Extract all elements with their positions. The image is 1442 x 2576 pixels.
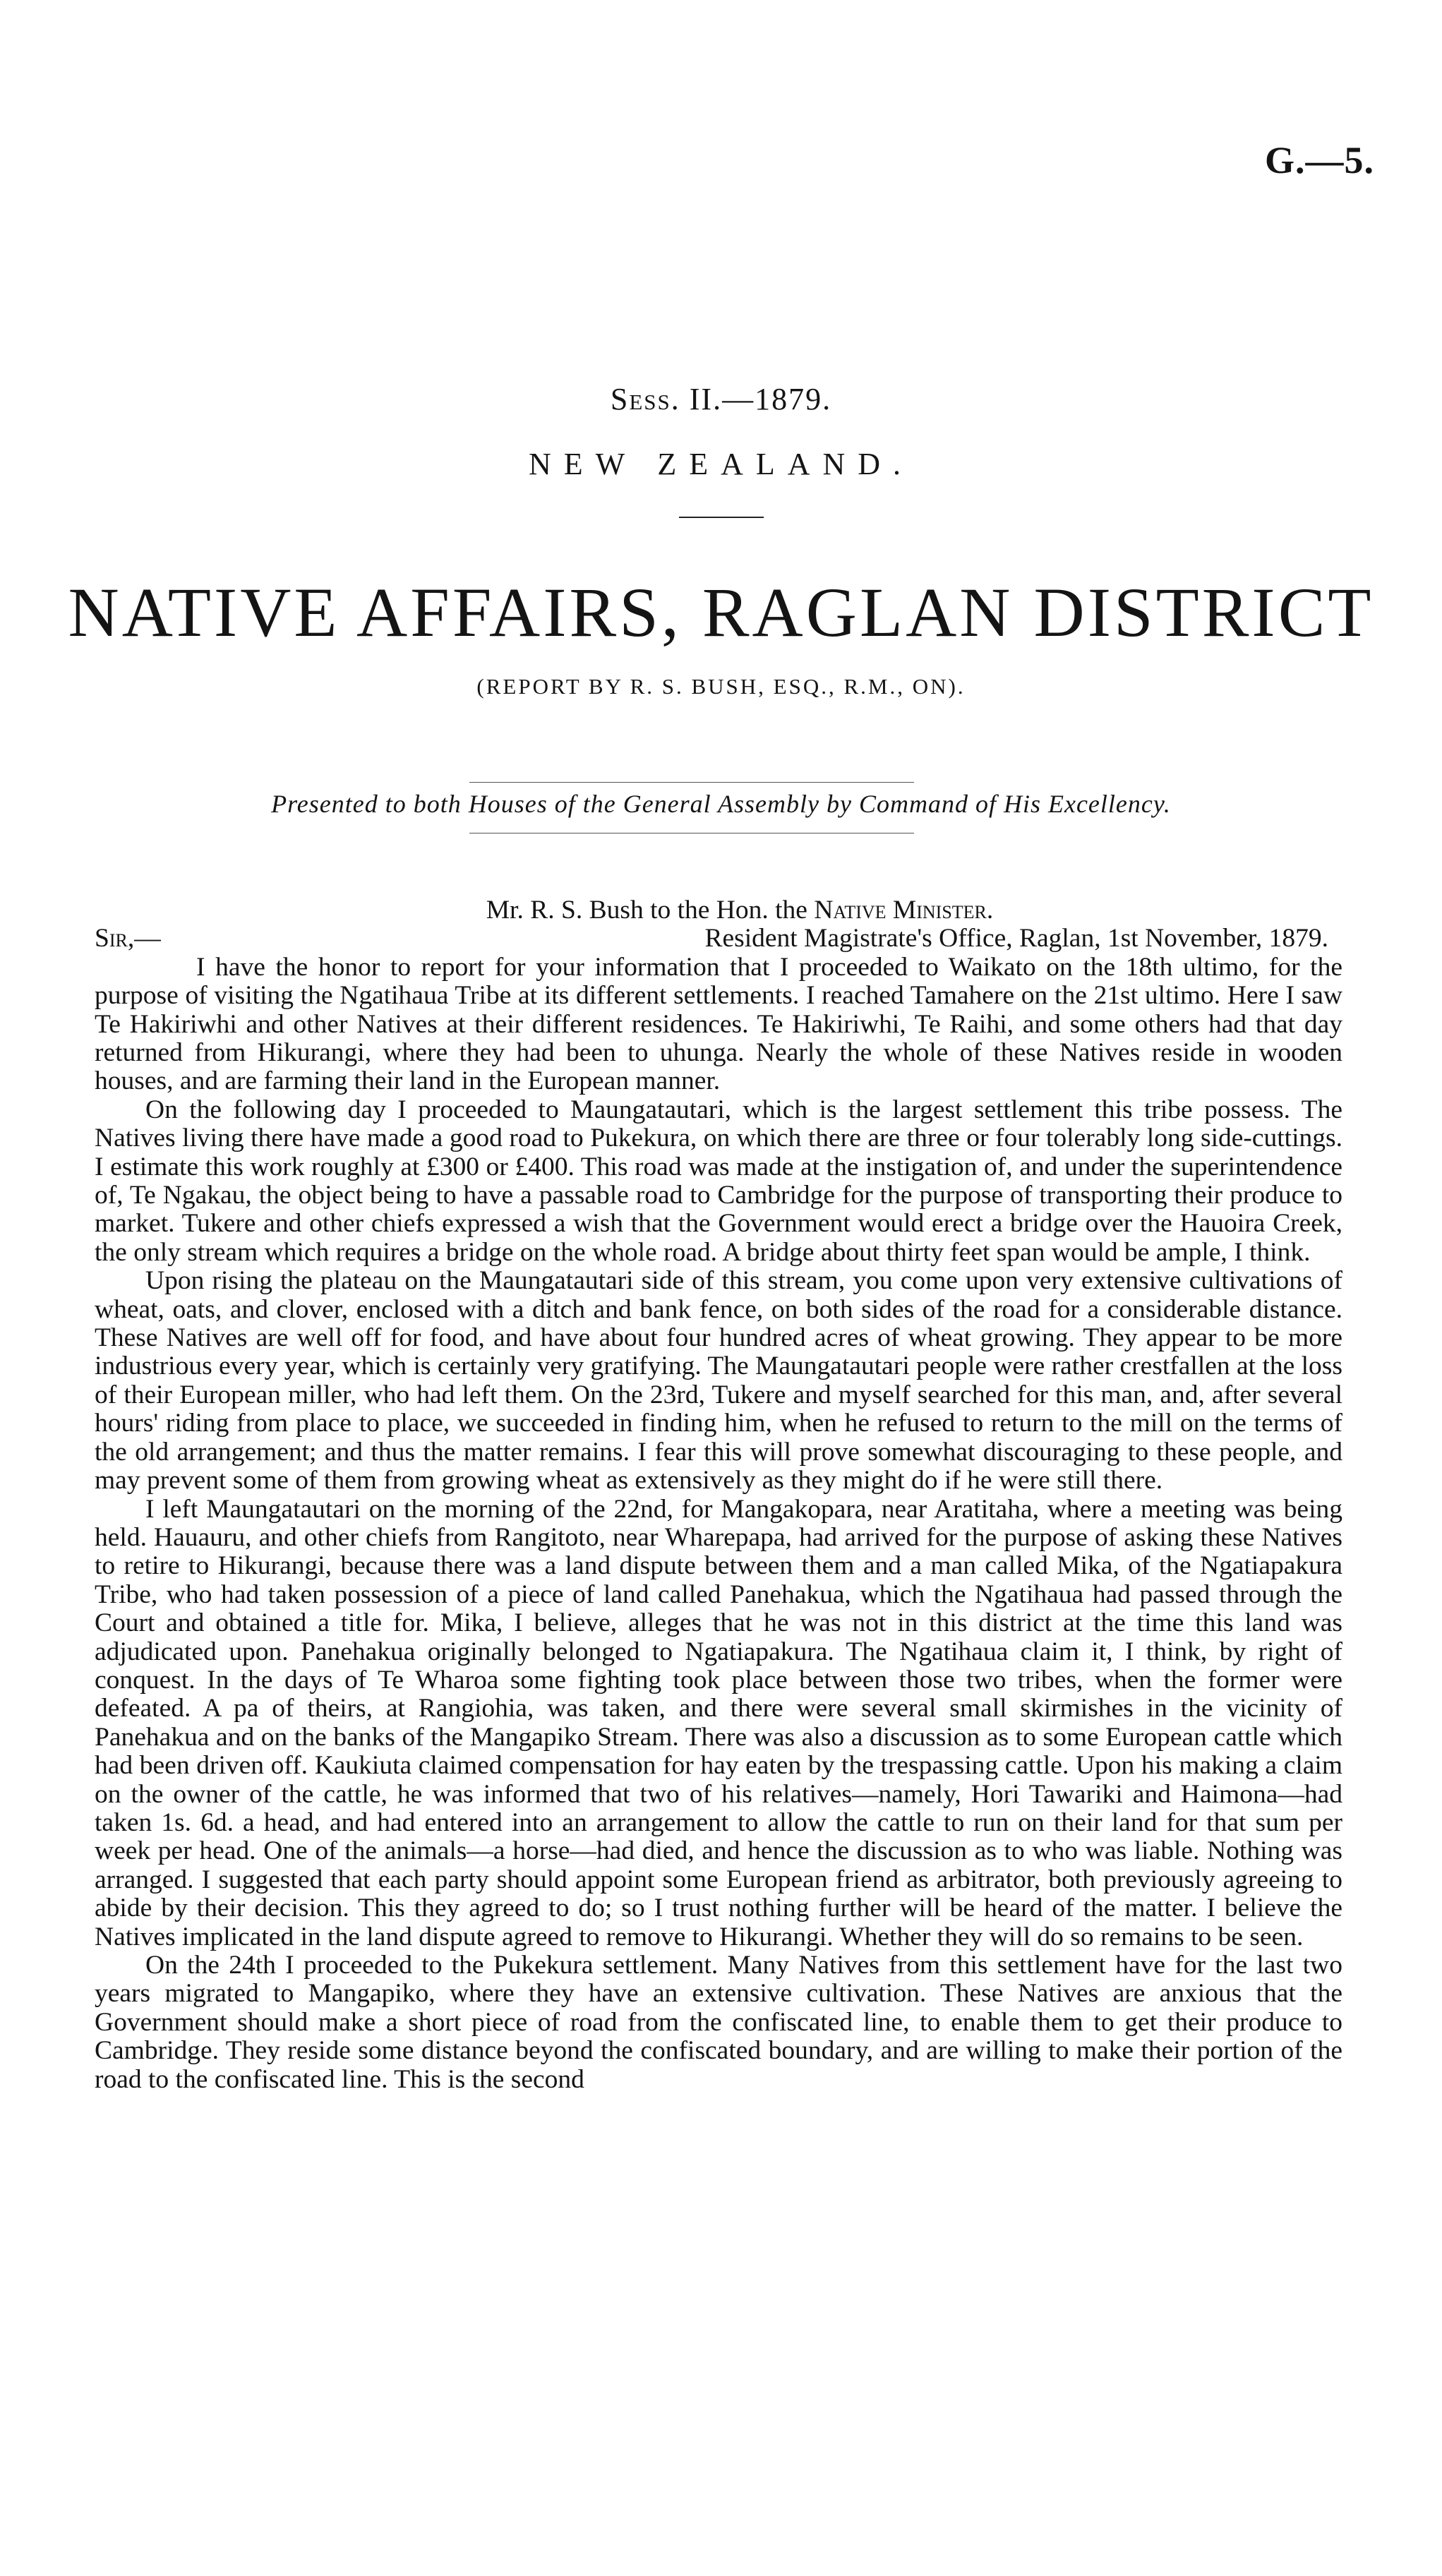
presented-line: Presented to both Houses of the General Assembly by Command of His Excellency. bbox=[271, 790, 1171, 818]
title-divider bbox=[679, 517, 764, 518]
document-title: NATIVE AFFAIRS, RAGLAN DISTRICT bbox=[68, 573, 1374, 651]
letter-heading bbox=[95, 896, 1342, 925]
paragraph: I left Maungatautari on the morning of the 22nd, for Mangakopara, near Aratitaha, where a meeting was being held. Hauauru, and other chiefs from Rangitoto, near Wharepapa, had arrived for the purpose of asking these Natives to retire to Hikurangi, because there was a land dispute between them and a man called Mika, of the Ngatiapakura Tribe, who had taken possession of a piece of land called Panehakua, which the Ngatihaua had passed through the Court and obtained a title for. Mika, I believe, alleges that he was not in this district at the time this land was adjudicated upon. Panehakua originally belonged to Ngatiapakura. The Ngatihaua claim it, I think, by right of conquest. In the days of Te Wharoa some fighting took place between those two tribes, when the former were defeated. A pa of theirs, at Rangiohia, was taken, and there were several small skirmishes in the vicinity of Panehakua and on the banks of the Mangapiko Stream. There was also a discussion as to some European cattle which had been driven off. Kaukiuta claimed compensation for hay eaten by the trespassing cattle. Upon his making a claim on the owner of the cattle, he was informed that two of his relatives—namely, Hori Tawariki and Haimona—had taken 1s. 6d. a head, and had entered into an arrangement to allow the cattle to run on their land for that sum per week per head. One of the animals—a horse—had died, and hence the discussion as to who was liable. Nothing was arranged. I suggested that each party should appoint some European friend as arbitrator, both previously agreeing to abide by their decision. This they agreed to do; so I trust nothing further will be heard of the matter. I believe the Natives implicated in the land dispute agreed to remove to Hikurangi. Whether they will do so remains to be seen. bbox=[95, 1494, 1342, 1951]
session-heading: Sess. II.—1879. bbox=[610, 382, 832, 416]
paragraph: Upon rising the plateau on the Maungatautari side of this stream, you come upon very extensive cultivations of wheat, oats, and clover, enclosed with a ditch and bank fence, on both sides of the road for a considerable distance. These Natives are well off for food, and have about four hundred acres of wheat growing. They appear to be more industrious every year, which is certainly very gratifying. The Maungatautari people were rather crestfallen at the loss of their European miller, who had left them. On the 23rd, Tukere and myself searched for this man, and, after several hours' riding from place to place, we succeeded in finding him, when he refused to return to the mill on the terms of the old arrangement; and thus the matter remains. I fear this will prove somewhat discouraging to these people, and may prevent some of them from growing wheat as extensively as they might do if he were still there. bbox=[95, 1266, 1342, 1495]
country-heading: NEW ZEALAND. bbox=[528, 447, 914, 481]
letter-from: Mr. R. S. Bush to the Hon. the bbox=[486, 896, 807, 925]
salutation: Sir,— bbox=[95, 924, 161, 953]
presented-rule-top bbox=[469, 782, 914, 783]
salutation-line bbox=[95, 925, 1342, 953]
letter-to: Native Minister. bbox=[814, 896, 994, 925]
paragraph: On the 24th I proceeded to the Pukekura settlement. Many Natives from this settlement have for the last two years migrated to Mangapiko, where they have an extensive cultivation. These Natives are anxious that the Government should make a short piece of road from the confiscated line, to enable them to get their produce to Cambridge. They reside some distance beyond the confiscated boundary, and are willing to make their portion of the road to the confiscated line. This is the second bbox=[95, 1951, 1342, 2094]
document-subtitle: (REPORT BY R. S. BUSH, ESQ., R.M., ON). bbox=[476, 674, 966, 699]
page-reference: G.—5. bbox=[1264, 139, 1374, 181]
paragraph: On the following day I proceeded to Maungatautari, which is the largest settlement this tribe possess. The Natives living there have made a good road to Pukekura, on which there are three or four tolerably long side-cuttings. I estimate this work roughly at £300 or £400. This road was made at the instigation of, and under the superintendence of, Te Ngakau, the object being to have a passable road to Cambridge for the purpose of transporting their produce to market. Tukere and other chiefs expressed a wish that the Government would erect a bridge over the Hauoira Creek, the only stream which requires a bridge on the whole road. A bridge about thirty feet span would be ample, I think. bbox=[95, 1095, 1342, 1267]
address-date: Resident Magistrate's Office, Raglan, 1st November, 1879. bbox=[704, 924, 1328, 953]
letter-body bbox=[95, 896, 1342, 2094]
paragraph: I have the honor to report for your information that I proceeded to Waikato on the 18th ultimo, for the purpose of visiting the Ngatihaua Tribe at its different settlements. I reached Tamahere on the 21st ultimo. Here I saw Te Hakiriwhi and other Natives at their different residences. Te Hakiriwhi, Te Raihi, and some others had that day returned from Hikurangi, where they had been to uhunga. Nearly the whole of these Natives reside in wooden houses, and are farming their land in the European manner. bbox=[95, 952, 1342, 1096]
